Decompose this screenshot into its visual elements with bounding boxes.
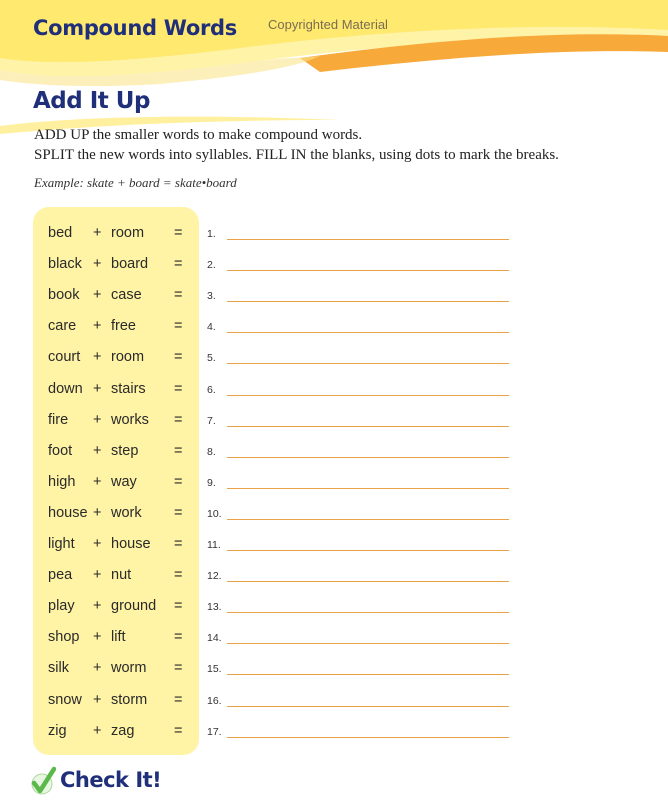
plus-sign: + (93, 473, 102, 490)
answer-blank[interactable] (227, 737, 509, 738)
first-word: black (48, 256, 82, 273)
second-word: way (111, 473, 137, 490)
problem-row (0, 536, 668, 567)
equals-sign: = (174, 349, 183, 366)
problem-row (0, 723, 668, 754)
plus-sign: + (93, 629, 102, 646)
answer-blank[interactable] (227, 643, 509, 644)
plus-sign: + (93, 349, 102, 366)
instruction-split: SPLIT the new words into syllables. FILL IN the blanks, using dots to mark the breaks. (34, 147, 559, 163)
equals-sign: = (174, 722, 183, 739)
second-word: zag (111, 722, 135, 739)
problem-row (0, 287, 668, 318)
second-word: board (111, 256, 149, 273)
equals-sign: = (174, 256, 183, 273)
answer-blank[interactable] (227, 550, 509, 551)
problem-number: 13. (207, 601, 222, 614)
first-word: snow (48, 691, 82, 708)
answer-blank[interactable] (227, 301, 509, 302)
equals-sign: = (174, 536, 183, 552)
second-word: case (111, 287, 142, 304)
first-word: high (48, 473, 76, 490)
equals-sign: = (174, 225, 183, 241)
first-word: pea (48, 567, 73, 584)
instruction-add-up: ADD UP the smaller words to make compound words. (34, 127, 363, 143)
equals-sign: = (174, 567, 183, 584)
equals-sign: = (174, 629, 183, 646)
second-word: stairs (111, 380, 146, 397)
problem-number: 1. (207, 228, 216, 240)
first-word: court (48, 349, 81, 366)
plus-sign: + (93, 318, 102, 335)
answer-blank[interactable] (227, 457, 509, 458)
equals-sign: = (174, 442, 183, 459)
first-word: house (48, 504, 88, 521)
second-word: storm (111, 691, 148, 708)
first-word: down (48, 380, 83, 397)
page-title: Compound Words (33, 16, 237, 40)
plus-sign: + (93, 536, 102, 552)
plus-sign: + (93, 660, 102, 677)
problem-row (0, 692, 668, 723)
equals-sign: = (174, 318, 183, 335)
plus-sign: + (93, 225, 102, 241)
example-text: Example: skate + board = skate•board (34, 175, 237, 190)
problem-number: 15. (207, 663, 222, 676)
first-word: light (48, 536, 75, 552)
problem-number: 10. (207, 507, 222, 520)
second-word: house (111, 536, 151, 552)
first-word: care (48, 318, 77, 335)
plus-sign: + (93, 598, 102, 615)
problem-row (0, 349, 668, 380)
checkmark-icon (30, 766, 56, 796)
second-word: worm (111, 660, 147, 677)
plus-sign: + (93, 256, 102, 273)
first-word: zig (48, 722, 67, 739)
problem-number: 3. (207, 290, 216, 303)
second-word: ground (111, 598, 157, 615)
problem-row (0, 474, 668, 505)
answer-blank[interactable] (227, 270, 509, 271)
problem-row (0, 381, 668, 412)
answer-blank[interactable] (227, 239, 509, 240)
problem-row (0, 505, 668, 536)
plus-sign: + (93, 380, 102, 397)
problem-number: 16. (207, 694, 222, 707)
problem-number: 12. (207, 570, 222, 583)
answer-blank[interactable] (227, 581, 509, 582)
equals-sign: = (174, 598, 183, 615)
second-word: free (111, 318, 136, 335)
answer-blank[interactable] (227, 395, 509, 396)
problem-row (0, 225, 668, 256)
problem-number: 2. (207, 259, 216, 272)
problem-row (0, 598, 668, 629)
first-word: shop (48, 629, 80, 646)
second-word: step (111, 442, 139, 459)
plus-sign: + (93, 722, 102, 739)
answer-blank[interactable] (227, 332, 509, 333)
first-word: fire (48, 411, 69, 428)
problem-row (0, 567, 668, 598)
second-word: room (111, 225, 145, 241)
first-word: book (48, 287, 80, 304)
second-word: room (111, 349, 145, 366)
second-word: work (111, 504, 142, 521)
equals-sign: = (174, 287, 183, 304)
equals-sign: = (174, 380, 183, 397)
second-word: nut (111, 567, 132, 584)
plus-sign: + (93, 411, 102, 428)
problem-row (0, 443, 668, 474)
answer-blank[interactable] (227, 674, 509, 675)
header-banner (0, 0, 668, 90)
answer-blank[interactable] (227, 426, 509, 427)
plus-sign: + (93, 442, 102, 459)
first-word: silk (48, 660, 69, 677)
problem-number: 6. (207, 383, 216, 396)
problem-row (0, 412, 668, 443)
problem-number: 8. (207, 445, 216, 458)
answer-blank[interactable] (227, 706, 509, 707)
equals-sign: = (174, 473, 183, 490)
plus-sign: + (93, 691, 102, 708)
copyright-notice: Copyrighted Material (268, 17, 388, 32)
first-word: bed (48, 225, 73, 241)
answer-blank[interactable] (227, 488, 509, 489)
second-word: lift (111, 629, 126, 646)
second-word: works (111, 411, 149, 428)
plus-sign: + (93, 504, 102, 521)
equals-sign: = (174, 504, 183, 521)
equals-sign: = (174, 660, 183, 677)
problem-row (0, 629, 668, 660)
problem-number: 9. (207, 476, 216, 489)
problem-number: 11. (207, 539, 221, 551)
answer-blank[interactable] (227, 519, 509, 520)
plus-sign: + (93, 567, 102, 584)
problem-number: 4. (207, 321, 216, 334)
answer-blank[interactable] (227, 363, 509, 364)
equals-sign: = (174, 411, 183, 428)
check-it-title: Check It! (60, 768, 162, 792)
answer-blank[interactable] (227, 612, 509, 613)
first-word: foot (48, 442, 73, 459)
problem-number: 17. (207, 725, 222, 738)
problem-number: 7. (207, 414, 216, 427)
equals-sign: = (174, 691, 183, 708)
section-title: Add It Up (33, 88, 150, 114)
problem-row (0, 318, 668, 349)
problem-number: 5. (207, 352, 216, 365)
problem-row (0, 660, 668, 691)
first-word: play (48, 598, 75, 615)
plus-sign: + (93, 287, 102, 304)
problem-number: 14. (207, 632, 222, 645)
problem-row (0, 256, 668, 287)
